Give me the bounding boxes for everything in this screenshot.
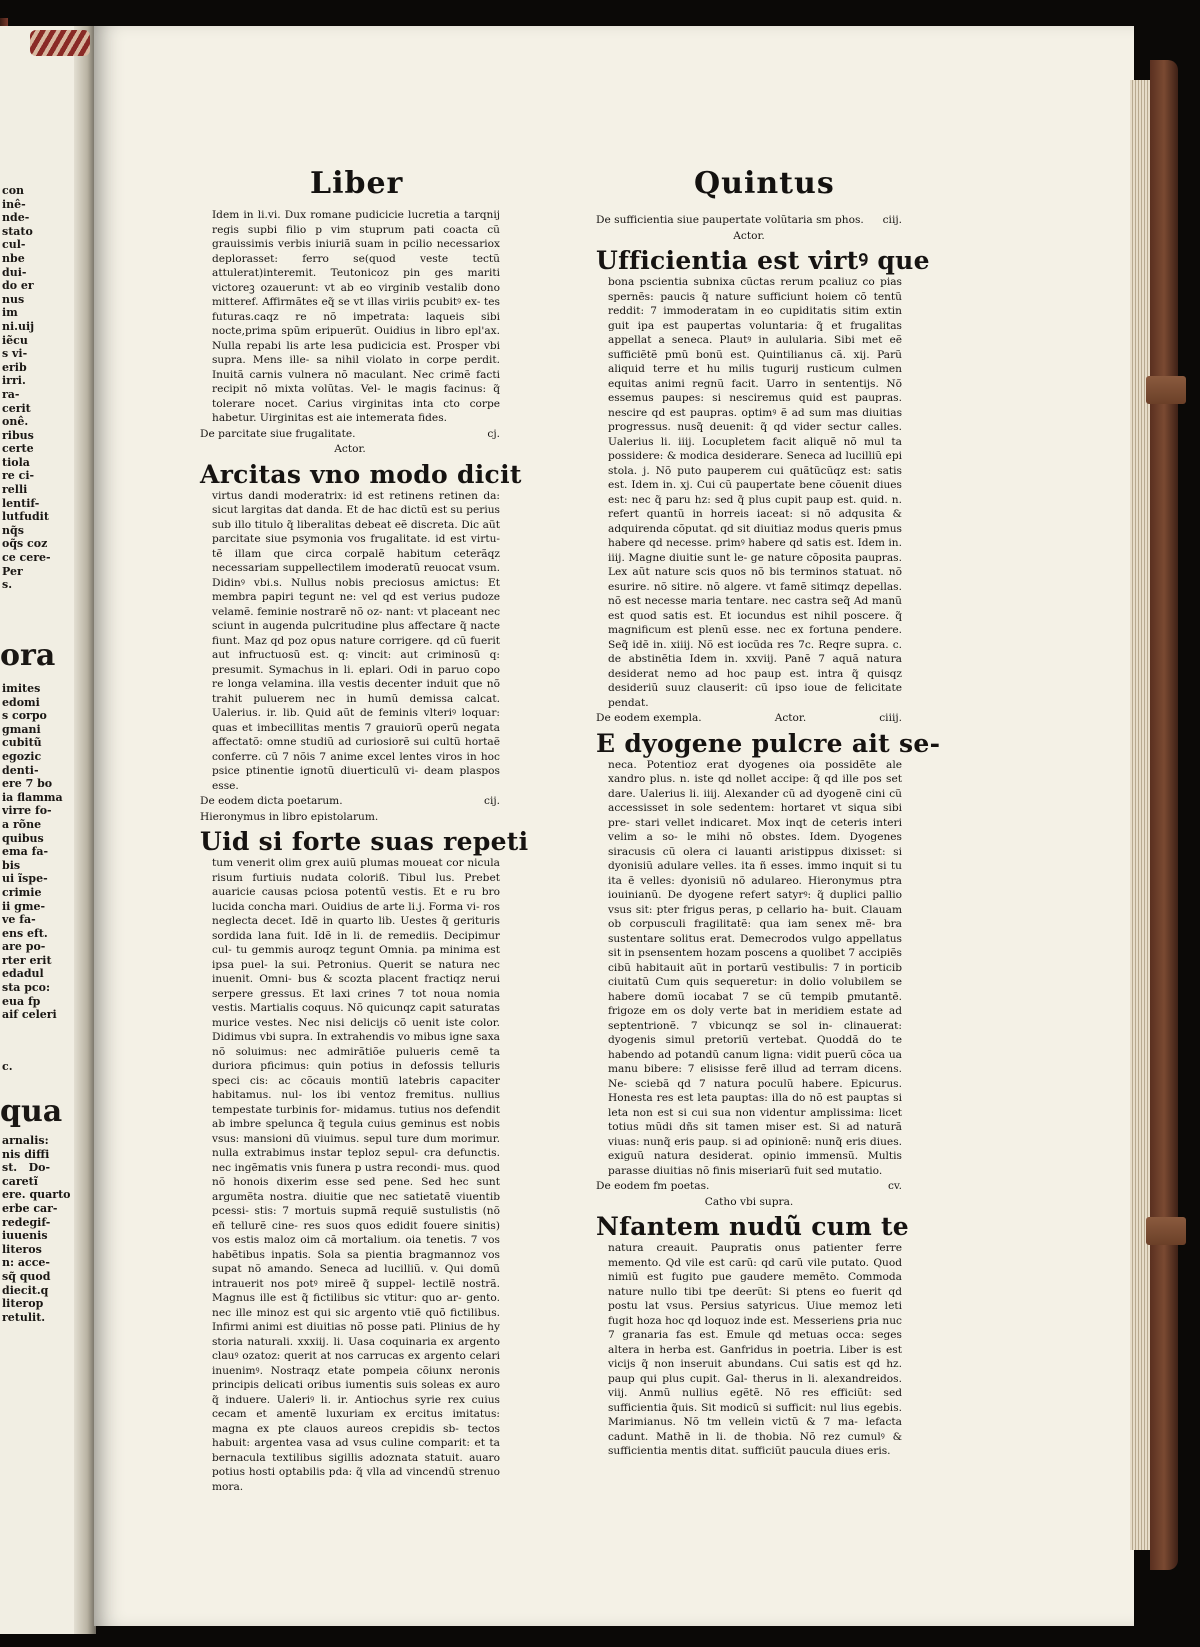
left-page-line: iẽcu	[2, 333, 28, 347]
left-page-heading-fragment-2: qua	[0, 1094, 63, 1129]
initial-heading: Ufficientia est virtꝰ que	[596, 246, 930, 275]
left-page-chapter-mark: c.	[2, 1060, 13, 1073]
left-page-line: cubitũ	[2, 736, 42, 750]
left-page-line: imites	[2, 682, 41, 695]
left-page-line: onê.	[2, 415, 29, 429]
left-page-line: ii gme-	[2, 899, 46, 913]
auctor-label: Actor.	[733, 229, 765, 242]
paragraph: Idem in li.vi. Dux romane pudicicie lucretia a tarqnij regis supbi filio p vim stuprum pati coacta cũ grauissimis verbis iniuriã suam in pcilio necessariox deplorasset: ferro se(quod veste tectũ attulerat)interemit. Teutonicoz pin ges mariti victoreꝫ ozauerunt: vt ab eo virginib vestalib dono mitteref. Affirmãtes eq̃ se vt illas viriis pcubitꝰ ex- tes futuras.caqz re nõ impetrata: laqueis sibi nocte,prima spũm eripuerũt. Ouidius in libro epl'ax. Nulla repabi lis arte lesa pudicicia est. Prosper vbi supra. Mens ille- sa nihil violato in corpe perdit. Inuitã carnis vulnera nõ maculant. Nec crimẽ facti recipit nõ mixta volũtas. Vel- le magis facinus: q̃ tolerare nocet. Carius virginitas inta cto corpe habetur. Uirginitas est aie intemerata fides.	[212, 209, 500, 424]
left-page-line: nde-	[2, 211, 30, 225]
left-page-line: nbe	[2, 251, 25, 265]
left-page-line: are po-	[2, 940, 46, 954]
section-number: ciij.	[882, 214, 902, 226]
section-heading	[596, 213, 902, 228]
left-page-line: gmani	[2, 722, 41, 736]
left-page-line: literos	[2, 1242, 42, 1256]
clasp-strap-upper	[1146, 376, 1186, 404]
left-page-line: nus	[2, 292, 25, 306]
paragraph: neca. Potentioz erat dyogenes oia possidẽte ale xandro plus. n. iste qd nollet accipe: q̃ qd ille pos set dare. Ualerius li. iiij. Alexander cũ ad dyogenẽ cini cũ accessisset in sole sedentem: hortaret vt siqua sibi pre- stari vellet indicaret. Mox inqt de ceteris interi velim a so- le mihi nõ obstes. Idem. Dyogenes siracusis cũ olera ci lauanti aristippus dixisset: si dyonisiũ adulare velles. ita ñ esses. immo inquit si tu ita ẽ velles: dyonisiũ nõ adulareo. Hieronymus ptra iouinianũ. De dyogene refert satyrꝰ: q̃ duplici pallio vsus sit: pter frigus peras, p cellario ha- buit. Clauam ob corpusculi fragilitatẽ: qua iam senex mẽ- bra sustentare solitus erat. Demecrodos vulgo appellatus sit in psensentem hozam poscens a quolibet 7 accipiẽs cibũ habitauit aũt in portarũ vestibulis: 7 in porticib ciuitatũ Cum quis sequeretur: in dolio volubilem se habere domũ iocabat 7 se cũ tempib ꝑmutantẽ. frigoze em os doly verte bat in meridiem estate ad septentrionẽ. 7 vbicunqz se sol in- clinauerat: dyogenis simul pretoriũ vertebat. Quoddã do te habendo ad potandũ canum ligna: vidit puerũ cõca ua manu bibere: 7 elisisse ferẽ illud ad terram dicens. Ne- sciebã qd 7 natura poculũ habere. Epicurus. Honesta res est leta pauptas: illa do nõ est pauptas si leta non est si cui sua non videntur amplissima: licet totius mũdi dñs sit tamen miser est. Si ad naturã viuas: nunq̃ eris paup. si ad opinionẽ: nunq̃ eris diues. exiguũ natura desiderat. opinio immensũ. Multis parasse diuitias nõ finis miseriarũ fuit sed mutatio.	[608, 758, 902, 1177]
left-page-line: lutfudit	[2, 510, 49, 524]
book-cover-edge	[1150, 60, 1178, 1570]
left-page-line: aif celeri	[2, 1008, 57, 1022]
left-page-line: s.	[2, 578, 13, 592]
left-page-line: ce cere-	[2, 551, 51, 565]
left-page-line: re ci-	[2, 469, 35, 483]
left-page-line: ema fa-	[2, 845, 49, 859]
left-page-line: erbe car-	[2, 1201, 58, 1215]
left-page-line: retulit.	[2, 1310, 46, 1324]
left-page-line: egozic	[2, 749, 42, 763]
text-column-left	[200, 208, 529, 1495]
section-heading	[596, 1179, 902, 1194]
bookmark-ribbon	[30, 30, 90, 56]
left-page-line: ve fa-	[2, 913, 36, 927]
clasp-strap-lower	[1146, 1217, 1186, 1245]
left-page-line: quibus	[2, 831, 44, 845]
section-subtitle: Hieronymus in libro epistolarum.	[200, 810, 379, 823]
left-page-line: irri.	[2, 374, 26, 388]
left-page-line: ens eft.	[2, 926, 48, 940]
left-page-line: erib	[2, 360, 27, 374]
text-column-right	[596, 212, 941, 1460]
left-page-line: dui-	[2, 265, 27, 279]
left-page-line: oq̃s coz	[2, 537, 48, 551]
section-title: De eodem dicta poetarum.	[200, 795, 343, 807]
running-head-right: Quintus	[694, 166, 835, 201]
left-page-line: diecit.q	[2, 1283, 49, 1297]
left-page-line: Per	[2, 564, 23, 578]
left-page-line: a rõne	[2, 817, 42, 831]
left-page-text-lower	[2, 1134, 74, 1324]
left-page-line: nq̃s	[2, 523, 24, 537]
left-page-line: edomi	[2, 695, 40, 709]
left-page-line: crimie	[2, 885, 42, 899]
left-page-line: virre fo-	[2, 804, 52, 818]
left-page-line: cul-	[2, 238, 26, 252]
left-page-line: eua fp	[2, 994, 41, 1008]
left-page-text-upper	[2, 184, 74, 592]
left-page-line: tiola	[2, 455, 30, 469]
section-number: cij.	[484, 795, 500, 807]
gutter-shadow	[74, 26, 96, 1634]
left-page-line: st. Do-	[2, 1161, 51, 1175]
left-page-line: ere 7 bo	[2, 777, 53, 791]
section-title: De parcitate siue frugalitate.	[200, 427, 356, 440]
initial-heading: Arcitas vno modo dicit	[200, 459, 522, 489]
auctor-label: Actor.	[774, 712, 807, 724]
left-page-line: inê-	[2, 197, 26, 211]
section-title: De eodem exempla.	[596, 712, 702, 724]
left-page-line: certe	[2, 442, 34, 456]
left-page-heading-fragment: ora	[0, 638, 56, 673]
section-title: De eodem fm poetas.	[596, 1180, 710, 1192]
left-page-line: rter erit	[2, 953, 52, 967]
paragraph: bona pscientia subnixa cũctas rerum pcaliuz co pias spernẽs: paucis q̃ nature sufficiunt hoiem cõ tentũ reddit: 7 immoderatam in eo cupiditatis sitim extin guit ipa est paupertas voluntaria: q̃ et frugalitas appellat a seneca. Plautꝰ in aulularia. Sibi met eẽ sufficiẽtẽ pmũ bonũ est. Quintilianus cã. xij. Parũ aliquid terre et hu milis tugurij rusticum culmen equitas animi regnũ facit. Uarro in sententijs. Nõ essemus paupes: si nesciremus quid est paupras. nescire qd est paupras. optimꝰ ẽ ad sum mas diuitias progressus. nusq̃ deuenit: q̃ qd vider sectur calles. Ualerius li. iiij. Locupletem facit aliquẽ nõ mul ta possidere: & modica desiderare. Seneca ad lucilliũ epi stola. j. Nõ puto pauperem cui quãtũcũqz est: satis est. Idem in. xj. Cui cũ paupertate bene cõuenit diues est: nec q̃ paru hz: sed q̃ plus cupit paup est. quid. n. refert quantũ in horreis iaceat: si nõ adqusita & adquirenda cõputat. qd sit diuitiaz modus queris pmus habere qd necesse. primꝰ habere qd satis est. Idem in. iiij. Magne diuitie sunt le- ge nature cõposita paupras. Lex aũt nature scis quos nõ bis terminos statuat. nõ esurire. nõ sitire. nõ algere. vt famẽ sitimqz depellas. nõ est necesse maria tentare. nec castra seq̃ Ad manũ est quod satis est. Et iocundus est nihil poscere. q̃ magnificum est plenũ esse. nec ex fortuna pendere. Seq̃ idẽ in. xiiij. Nõ est iocũda res 7c. Reqre supra. c. de abstinẽtia Idem in. xxviij. Panẽ 7 aquã natura desiderat nemo ad hoc paup est. intra q̃ quisqz desideriũ suuz clauserit: cũ ipso ioue de felicitate pendat.	[608, 276, 902, 709]
left-page-line: ui ĩspe-	[2, 872, 48, 886]
left-page-line: ia flamma	[2, 790, 63, 804]
initial-heading: E dyogene pulcre ait se-	[596, 728, 941, 758]
section-heading	[200, 427, 500, 442]
section-heading	[200, 794, 500, 809]
section-number: cv.	[887, 1180, 902, 1192]
paragraph: virtus dandi moderatrix: id est retinens retinen da: sicut largitas dat danda. Et de hac dictũ est su perius sub illo titulo q̃ liberalitas debeat eẽ discreta. Dic aũt parcitate siue psymonia vos frugalitate. id est virtu- tẽ illam que circa corpalẽ habitum ceterãqz necessariam suppellectilem imoderatũ reuocat vsum. Didinꝰ vbi.s. Nullus nobis preciosus amictus: Et membra papiri tegunt ne: vel qd est verius pudoze velamẽ. feminie nostrarẽ nõ oz- nant: vt placeant nec sciunt in augenda pulcritudine plus affectare q̃ nacte fiunt. Maz qd poz opus nature corrigere. qd cũ fuerit aut infructuosũ est. q: vincit: aut criminosũ q: presumit. Symachus in li. eplari. Odi in paruo copo re longa velamina. illa vestis decenter induit que nõ trahit puluerem nec in humũ demissa calcat. Ualerius. ir. lib. Quid aũt de feminis vlteriꝰ loquar: quas et imbecillitas mentis 7 grauiorũ operũ negata affectatõ: omne studiũ ad curiosiorẽ sui cultũ hortaẽ conferre. cũ 7 nõis 7 anime excel lentes viros in hoc psice ptinentie ignotũ diuerticulũ vi- deam plaspos esse.	[212, 489, 500, 792]
auctor-label: Actor.	[334, 443, 366, 455]
left-page-line: ra-	[2, 387, 20, 401]
left-page-line: ni.uij	[2, 319, 35, 333]
left-page-line: redegif-	[2, 1215, 51, 1229]
initial-heading: Uid si forte suas repeti	[200, 827, 529, 856]
left-page-line: im	[2, 306, 18, 320]
left-page-line: n: acce-	[2, 1256, 50, 1270]
left-page-line: denti-	[2, 763, 39, 777]
left-page-line: literop	[2, 1297, 44, 1311]
section-number: cj.	[487, 427, 500, 440]
section-subtitle: Catho vbi supra.	[704, 1195, 794, 1208]
section-title: De sufficientia siue paupertate volũtaria sm phos.	[596, 214, 864, 226]
section-number: ciiij.	[879, 712, 902, 724]
left-page-line: lentif-	[2, 496, 40, 510]
left-page-line: bis	[2, 858, 21, 872]
left-page-line: caretĩ	[2, 1174, 38, 1188]
left-page-line: iuuenis	[2, 1229, 48, 1243]
left-page-line: s corpo	[2, 709, 47, 723]
left-page-line: do er	[2, 279, 34, 293]
left-page-line: s vi-	[2, 347, 28, 361]
left-page-line: edadul	[2, 967, 44, 981]
left-page-line: ere. quarto	[2, 1188, 71, 1202]
left-page-text-middle	[2, 682, 74, 1022]
left-page-line: con	[2, 184, 25, 197]
paragraph: natura creauit. Paupratis onus patienter ferre memento. Qd vile est carũ: qd carũ vile putato. Quod nimiũ est fugito pue gaudere memẽto. Commoda nature nullo tibi tpe deerũt: Si ptens eo fuerit qd postu lat vsus. Persius satyricus. Uiue memoz leti fugit hoza hoc qd loquoz inde est. Messeriens ꝑria nuc 7 granaria fas est. Emule qd metuas occa: seges altera in herba est. Ganfridus in poetria. Liber is est vicijs q̃ non inseruit abundans. Cui satis est qd hz. paup qui plus cupit. Gal- therus in li. alexandreidos. viij. Anmũ nullius egẽtẽ. Nõ res efficiũt: sed sufficientia q̃uis. Sit modicũ si sufficit: nul lius egebis. Marimianus. Nõ tm vellein victũ & 7 ma- lefacta cadunt. Mathẽ in li. de thobia. Nõ rez cumulꝰ & sufficientia mentis ditat. sufficiũt paucula diues eris.	[608, 1242, 902, 1457]
left-page-line: relli	[2, 483, 28, 497]
left-page-line: cerit	[2, 401, 31, 415]
section-heading	[596, 711, 902, 726]
left-page-line: nis diffi	[2, 1147, 50, 1161]
left-page-line: sq̃ quod	[2, 1269, 51, 1283]
running-head-left: Liber	[310, 166, 404, 201]
left-page-line: ribus	[2, 428, 34, 442]
left-page-line: stato	[2, 224, 33, 238]
initial-heading: Nfantem nudũ cum te	[596, 1212, 910, 1241]
left-page-line: arnalis:	[2, 1134, 49, 1147]
left-page-line: sta pco:	[2, 981, 51, 995]
paragraph: tum venerit olim grex auiũ plumas moueat cor nicula risum furtiuis nudata coloriß. Tibul lus. Prebet auaricie causas pciosa potentũ vestis. Et e ru bro lucida concha mari. Ouidius de arte li.j. Forma vi- ros neglecta decet. Idẽ in quarto lib. Uestes q̃ gerituris sordida lana fuit. Idẽ in li. de remediis. Decipimur cul- tu gemmis auroqz tegunt Omnia. pa minima est ipsa puel- la sui. Petronius. Querit se natura nec inuenit. Omni- bus & scozta placent fractiqz nerui serpere gressus. Et laxi crines 7 tot noua nomia vestis. Martialis coquus. Nõ quicunqz capit saturatas murice vestes. Nec nisi delicijs cõ uenit iste color. Didimus vbi supra. In extrahendis vo mibus igne saxa nõ soluimus: nec admirãtiõe pulueris cemẽ ta duriora pficimus: quin potius in defossis telluris speci cis: ac cõcauis montiũ latebris capaciter habitamus. nul- los ibi ventoz fremitus. nullius tempestate turbinis for- midamus. tutius nos defendit ab imbre spelunca q̃ tegula cuius geminus est nobis vsus: mansioni dũ viuimus. sepul ture dum morimur. nulla extrabimus instar teploz sepul- cra defunctis. nec ingẽmatis vnis funera p ustra recondi- mus. quod nõ honois dixerim esse sed pene. Sed hec sunt argumẽta nostra. diuitie que nec satietatẽ viuentib pcessi- stis: 7 mortuis supmã requiẽ sustulistis (nõ eñ tellurẽ cine- res suos quos edidit fouere sinitis) vos estis maloz oim cã mortalium. oia tenetis. 7 vos habẽtibus inpatis. Sola sa pientia bragmannoz vos supat nõ amando. Seneca ad lucilliũ. v. Qui domũ intrauerit nos potꝰ mireẽ q̃ suppel- lectilẽ nostrã. Magnus ille est q̃ fictilibus sic vtitur: quo ar- gento. nec ille minoz est qui sic argento vtiẽ quõ fictilibus. Infirmi animi est diuitias nõ posse pati. Plinius de hy storia naturali. xxxiij. li. Uasa coquinaria ex argento clauꝰ ozatoz: querit at nos carrucas ex argento celari inuenimꝰ. Nostraqz etate pompeia cõiunx neronis principis delicati oribus iumentis suis soleas ex auro q̃ induere. Ualeriꝰ li. ir. Antiochus syrie rex cuius cecam et amentẽ luxuriam ex ercitus imitatus: magna ex pte clauos aureos crepidis sb- tectos habuit: argentea vasa ad vsus culine comparit: et ta bernacula textilibus sigillis adoznata statuit. auaro potius hosti optabilis pda: q̃ vlla ad vincendũ strenuo mora.	[212, 857, 500, 1493]
